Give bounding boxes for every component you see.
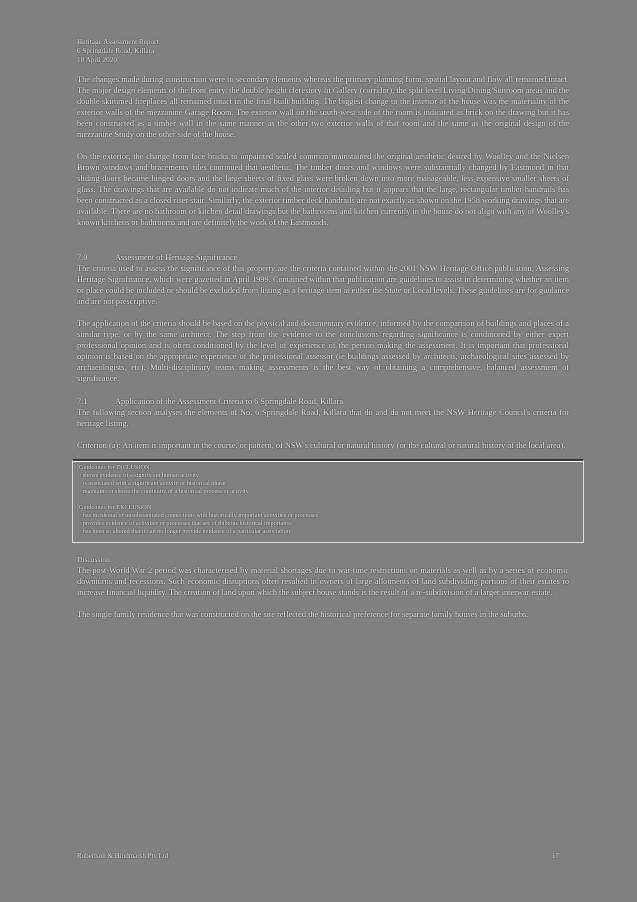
page-footer — [77, 852, 559, 860]
section-number: 7.1 — [77, 397, 88, 406]
list-item: ▫ has been so altered that it can no longer provide evidence of a particular association — [79, 528, 577, 536]
document-page — [77, 38, 569, 620]
intro-paragraph-1: The changes made during construction were to secondary elements whereas the primary planning form, spatial layout and flow all remained intact. The major design elements of the front entry, the double height clerestory lit Gallery (corridor), the split level Living/Dining/Sunroom areas and the double skimmed fireplaces all remained intact in the final built building. The biggest change to the interior of the house was the materiality of the exterior walls of the mezzanine Garage Room. The exterior wall on the south-west side of the room is indicated as brick on the drawing but it has been constructed as a timber wall in the same manner as the other two exterior walls of that room and the same as the original design of the mezzanine Study on the other side of the house. — [77, 75, 569, 139]
header-report-title: Heritage Assessment Report — [77, 38, 159, 46]
section-7-1-paragraph: The following section analyses the elements of No. 6 Springdale Road, Killara that do and do not meet the NSW Heritage Council's criteria for heritage listing. — [77, 408, 569, 428]
exclusion-heading: Guidelines for EXCLUSION — [79, 504, 152, 511]
section-title: Assessment of Heritage Significance — [115, 253, 238, 262]
section-number: 7.0 — [77, 253, 88, 262]
exclusion-list — [79, 512, 577, 536]
guidelines-box — [72, 459, 584, 543]
list-item: ▫ maintains or shows the continuity of a historical process or activity — [79, 488, 577, 496]
section-title: Application of the Assessment Criteria to 6 Springdale Road, Killara — [115, 397, 344, 406]
page-number: 17 — [552, 852, 559, 860]
list-item: ▫ shows evidence of a significant human activity — [79, 472, 577, 480]
criterion-a: Criterion (a): An item is important in the course, or pattern, of NSW's cultural or natural history (or the cultural or natural history of the local area). — [77, 441, 566, 450]
document-header — [77, 38, 569, 65]
inclusion-heading: Guidelines for INCLUSION — [79, 464, 150, 471]
header-address: 6 Springdale Road, Killara — [77, 47, 155, 55]
section-heading-7-0 — [77, 252, 569, 263]
footer-company: Robertson & Hindmarsh Pty Ltd — [77, 852, 169, 860]
discussion-paragraph-1: The post-World War 2 period was characterised by material shortages due to war-time restrictions on materials as well as by a series of economic downturns and recessions. Such economic disruptions often resulted in owners of large allotments of land subdividing portions of their estates to increase financial liquidity. The creation of land upon which the subject house stands is the result of a re-subdivision of a larger interwar estate. — [77, 566, 569, 597]
section-7-0-paragraph-2: The application of the criteria should be based on the physical and documentary evidence, informed by the comparison of buildings and places of a similar type, or by the same architect. The step from the evidence to the conclusions regarding significance is conditioned by either expert professional opinion and is often conditioned by the level of experience of the person making the assessment. It is important that professional opinion is based on the appropriate experience of the professional assessor (ie buildings assessed by architects, archaeological sites assessed by archaeologists, etc). Multi-disciplinary teams making assessments is the best way of obtaining a comprehensive, balanced assessment of significance. — [77, 319, 569, 383]
list-item: ▫ is associated with a significant activity or historical phase — [79, 480, 577, 488]
intro-paragraph-2: On the exterior, the change from face bricks to unpainted sealed common mainstained the original aesthetic desired by Woolley and the Nielsen Brown windows and bracements' tiles continued that aesthetic. The timber doors and windows were substantially changed by Eastmond in that sliding doors became hinged doors and the large sheets of fixed glass were broken down into more manageable, less expensive smaller sheets of glass. The drawings that are available do not indicate much of the interior detailing but it appears that the large, rectangular timber handrails has been constructed as a closed riser stair. Similarly, the exterior timber deck handrails are not exactly as shown on the 1958 working drawings that are available. There are no bathroom or kitchen detail drawings but the bathrooms and kitchen currently in the house do not align with any of Woolley's known kitchens or bathrooms and are definitely the work of the Eastmonds. — [77, 152, 569, 227]
list-item: ▫ provides evidence of activities or processes that are of dubious historical importance — [79, 520, 577, 528]
discussion-paragraph-2: The single family residence that was constructed on the site reflected the historical preference for separate family houses in the suburbs. — [77, 610, 529, 619]
list-item: ▫ has incidental or unsubstantiated connections with historically important activities or processes — [79, 512, 577, 520]
inclusion-list — [79, 472, 577, 496]
section-heading-7-1 — [77, 396, 569, 407]
discussion-heading: Discussion: — [77, 555, 113, 564]
section-7-0-paragraph-1: The criteria used to assess the significance of this property are the criteria contained within the 2001 NSW Heritage Office publication, Assessing Heritage Significance, which were gazetted in April 1999. Contained within that publication are guidelines to assist in determining whether an item or place could be included or should be excluded from listing as a heritage item at either the State or Local levels. These guidelines are for guidance and are not prescriptive. — [77, 264, 569, 306]
header-date: 18 April 2020 — [77, 56, 117, 64]
